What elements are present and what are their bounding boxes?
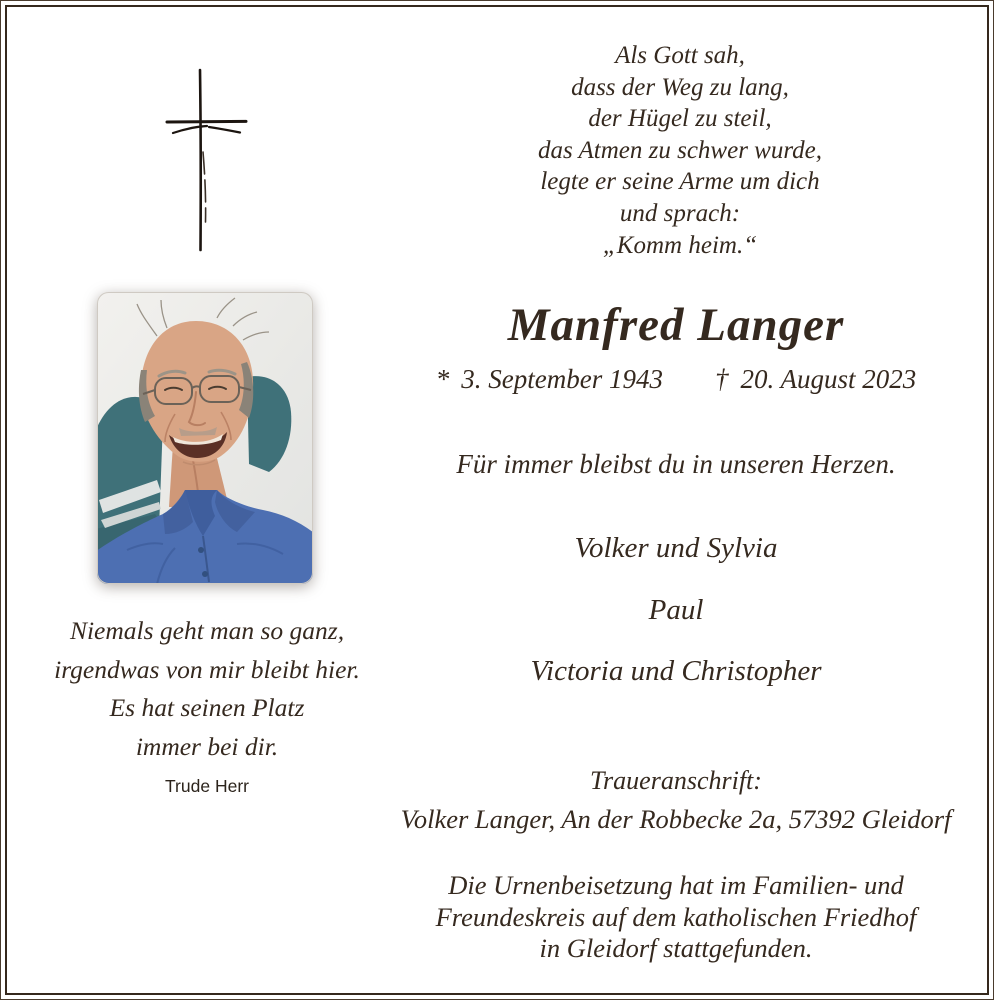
verse-line: immer bei dir. — [135, 731, 279, 761]
mourning-address-label: Traueranschrift: — [590, 766, 762, 795]
burial-line: Die Urnenbeisetzung hat im Familien- und — [448, 870, 904, 900]
birth-date: 3. September 1943 — [461, 364, 663, 394]
mourners-line: Volker und Sylvia — [574, 532, 778, 564]
life-dates — [390, 364, 962, 395]
mourning-address-value: Volker Langer, An der Robbecke 2a, 57392 Gleidorf — [400, 804, 952, 834]
birth-date-group — [436, 364, 663, 395]
opening-verse — [390, 40, 970, 261]
burial-line: Freundeskreis auf dem katholischen Friedhof — [435, 901, 917, 932]
left-verse — [18, 612, 396, 766]
verse-line: „Komm heim.“ — [602, 231, 758, 259]
verse-line: und sprach: — [619, 199, 741, 227]
deceased-name: Manfred Langer — [507, 299, 845, 351]
mourners-line: Victoria und Christopher — [530, 655, 822, 687]
death-date: 20. August 2023 — [740, 364, 917, 394]
dedication-line: Für immer bleibst du in unseren Herzen. — [456, 449, 896, 479]
verse-line: Niemals geht man so ganz, — [69, 616, 345, 645]
verse-line: Als Gott sah, — [615, 42, 745, 69]
burial-note — [390, 870, 962, 965]
portrait-photo — [97, 292, 313, 584]
died-symbol: † — [714, 364, 729, 394]
verse-line: irgendwas von mir bleibt hier. — [54, 654, 360, 684]
verse-line: der Hügel zu steil, — [588, 105, 772, 133]
cross-icon — [145, 52, 265, 257]
born-symbol: * — [435, 364, 450, 394]
mourners-list — [390, 518, 962, 703]
burial-line: in Gleidorf stattgefunden. — [539, 933, 813, 963]
verse-line: Es hat seinen Platz — [109, 693, 305, 722]
verse-line: das Atmen zu schwer wurde, — [537, 136, 823, 164]
verse-attribution: Trude Herr — [165, 776, 249, 796]
mourners-line: Paul — [648, 593, 704, 626]
verse-line: legte er seine Arme um dich — [540, 168, 820, 196]
death-date-group — [715, 364, 916, 395]
verse-line: dass der Weg zu lang, — [571, 73, 789, 101]
